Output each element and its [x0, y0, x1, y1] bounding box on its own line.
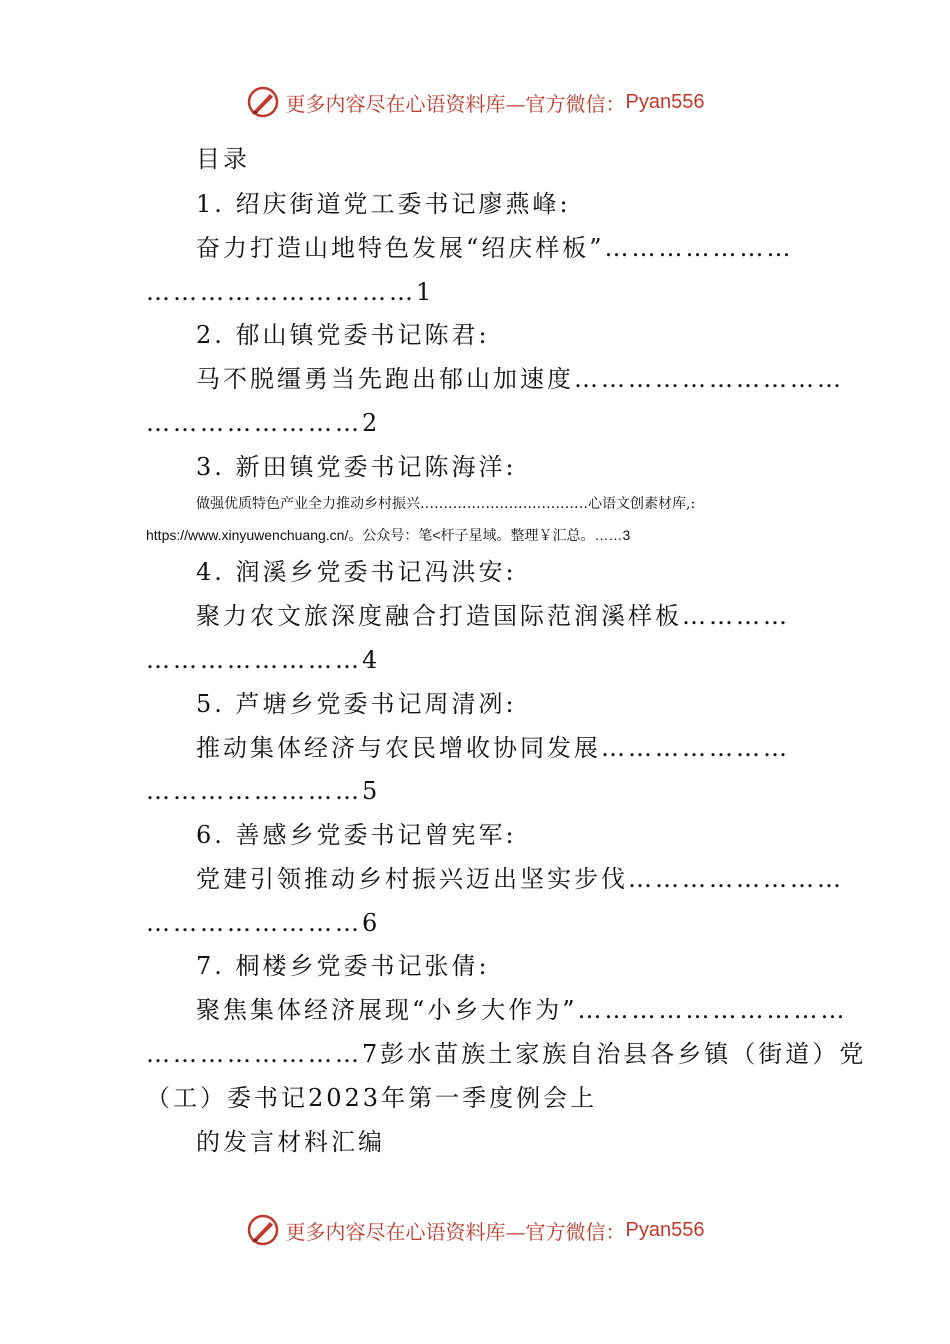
watermark-wechat-id: Pyan556 [625, 1218, 705, 1241]
toc-entry-2-title: 2. 郁山镇党委书记陈君: [196, 321, 490, 349]
watermark-banner-bottom [0, 1210, 950, 1250]
toc-entry-1-page: …………………………1 [146, 278, 435, 306]
toc-entry-7-subtitle: 聚焦集体经济展现“小乡大作为”………………………… [196, 996, 848, 1024]
toc-entry-5-title: 5. 芦塘乡党委书记周清冽: [196, 690, 517, 718]
toc-entry-3-title: 3. 新田镇党委书记陈海洋: [196, 453, 517, 481]
toc-entry-4-subtitle: 聚力农文旅深度融合打造国际范润溪样板………… [196, 602, 790, 630]
toc-entry-1-title: 1. 绍庆街道党工委书记廖燕峰: [196, 190, 571, 218]
toc-entry-1-subtitle: 奋力打造山地特色发展“绍庆样板”………………… [196, 234, 794, 262]
document-title-line-1: （工）委书记2023年第一季度例会上 [146, 1084, 598, 1112]
toc-entry-4-title: 4. 润溪乡党委书记冯洪安: [196, 558, 517, 586]
pen-logo-icon [246, 85, 280, 119]
toc-entry-7-title: 7. 桐楼乡党委书记张倩: [196, 952, 490, 980]
toc-entry-6-subtitle: 党建引领推动乡村振兴迈出坚实步伐…………………… [196, 865, 844, 893]
document-title-line-2: 的发言材料汇编 [196, 1128, 385, 1156]
watermark-text: 更多内容尽在心语资料库—官方微信： [285, 91, 626, 116]
toc-entry-2-subtitle: 马不脱缰勇当先跑出郁山加速度………………………… [196, 365, 844, 393]
toc-entry-2-page: ……………………2 [146, 409, 381, 437]
toc-entry-6-page: ……………………6 [146, 909, 381, 937]
toc-heading: 目录 [196, 145, 250, 173]
toc-entry-5-page: ……………………5 [146, 777, 381, 805]
toc-entry-3-subtitle: 做强优质特色产业全力推动乡村振兴………………………………心语文创素材库,: [196, 496, 696, 512]
watermark-text: 更多内容尽在心语资料库—官方微信： [285, 1219, 626, 1244]
toc-entry-6-title: 6. 善感乡党委书记曾宪军: [196, 821, 517, 849]
watermark-wechat-id: Pyan556 [625, 90, 705, 113]
toc-entry-3-page: https://www.xinyuwenchuang.cn/。公众号：笔<杆子星域。整理￥汇总。……3 [146, 527, 631, 543]
toc-entry-7-page: ……………………7彭水苗族土家族自治县各乡镇（街道）党 [146, 1040, 867, 1068]
toc-entry-5-subtitle: 推动集体经济与农民增收协同发展………………… [196, 734, 790, 762]
toc-entry-4-page: ……………………4 [146, 646, 381, 674]
pen-logo-icon [246, 1213, 280, 1247]
watermark-banner-top [0, 82, 950, 122]
